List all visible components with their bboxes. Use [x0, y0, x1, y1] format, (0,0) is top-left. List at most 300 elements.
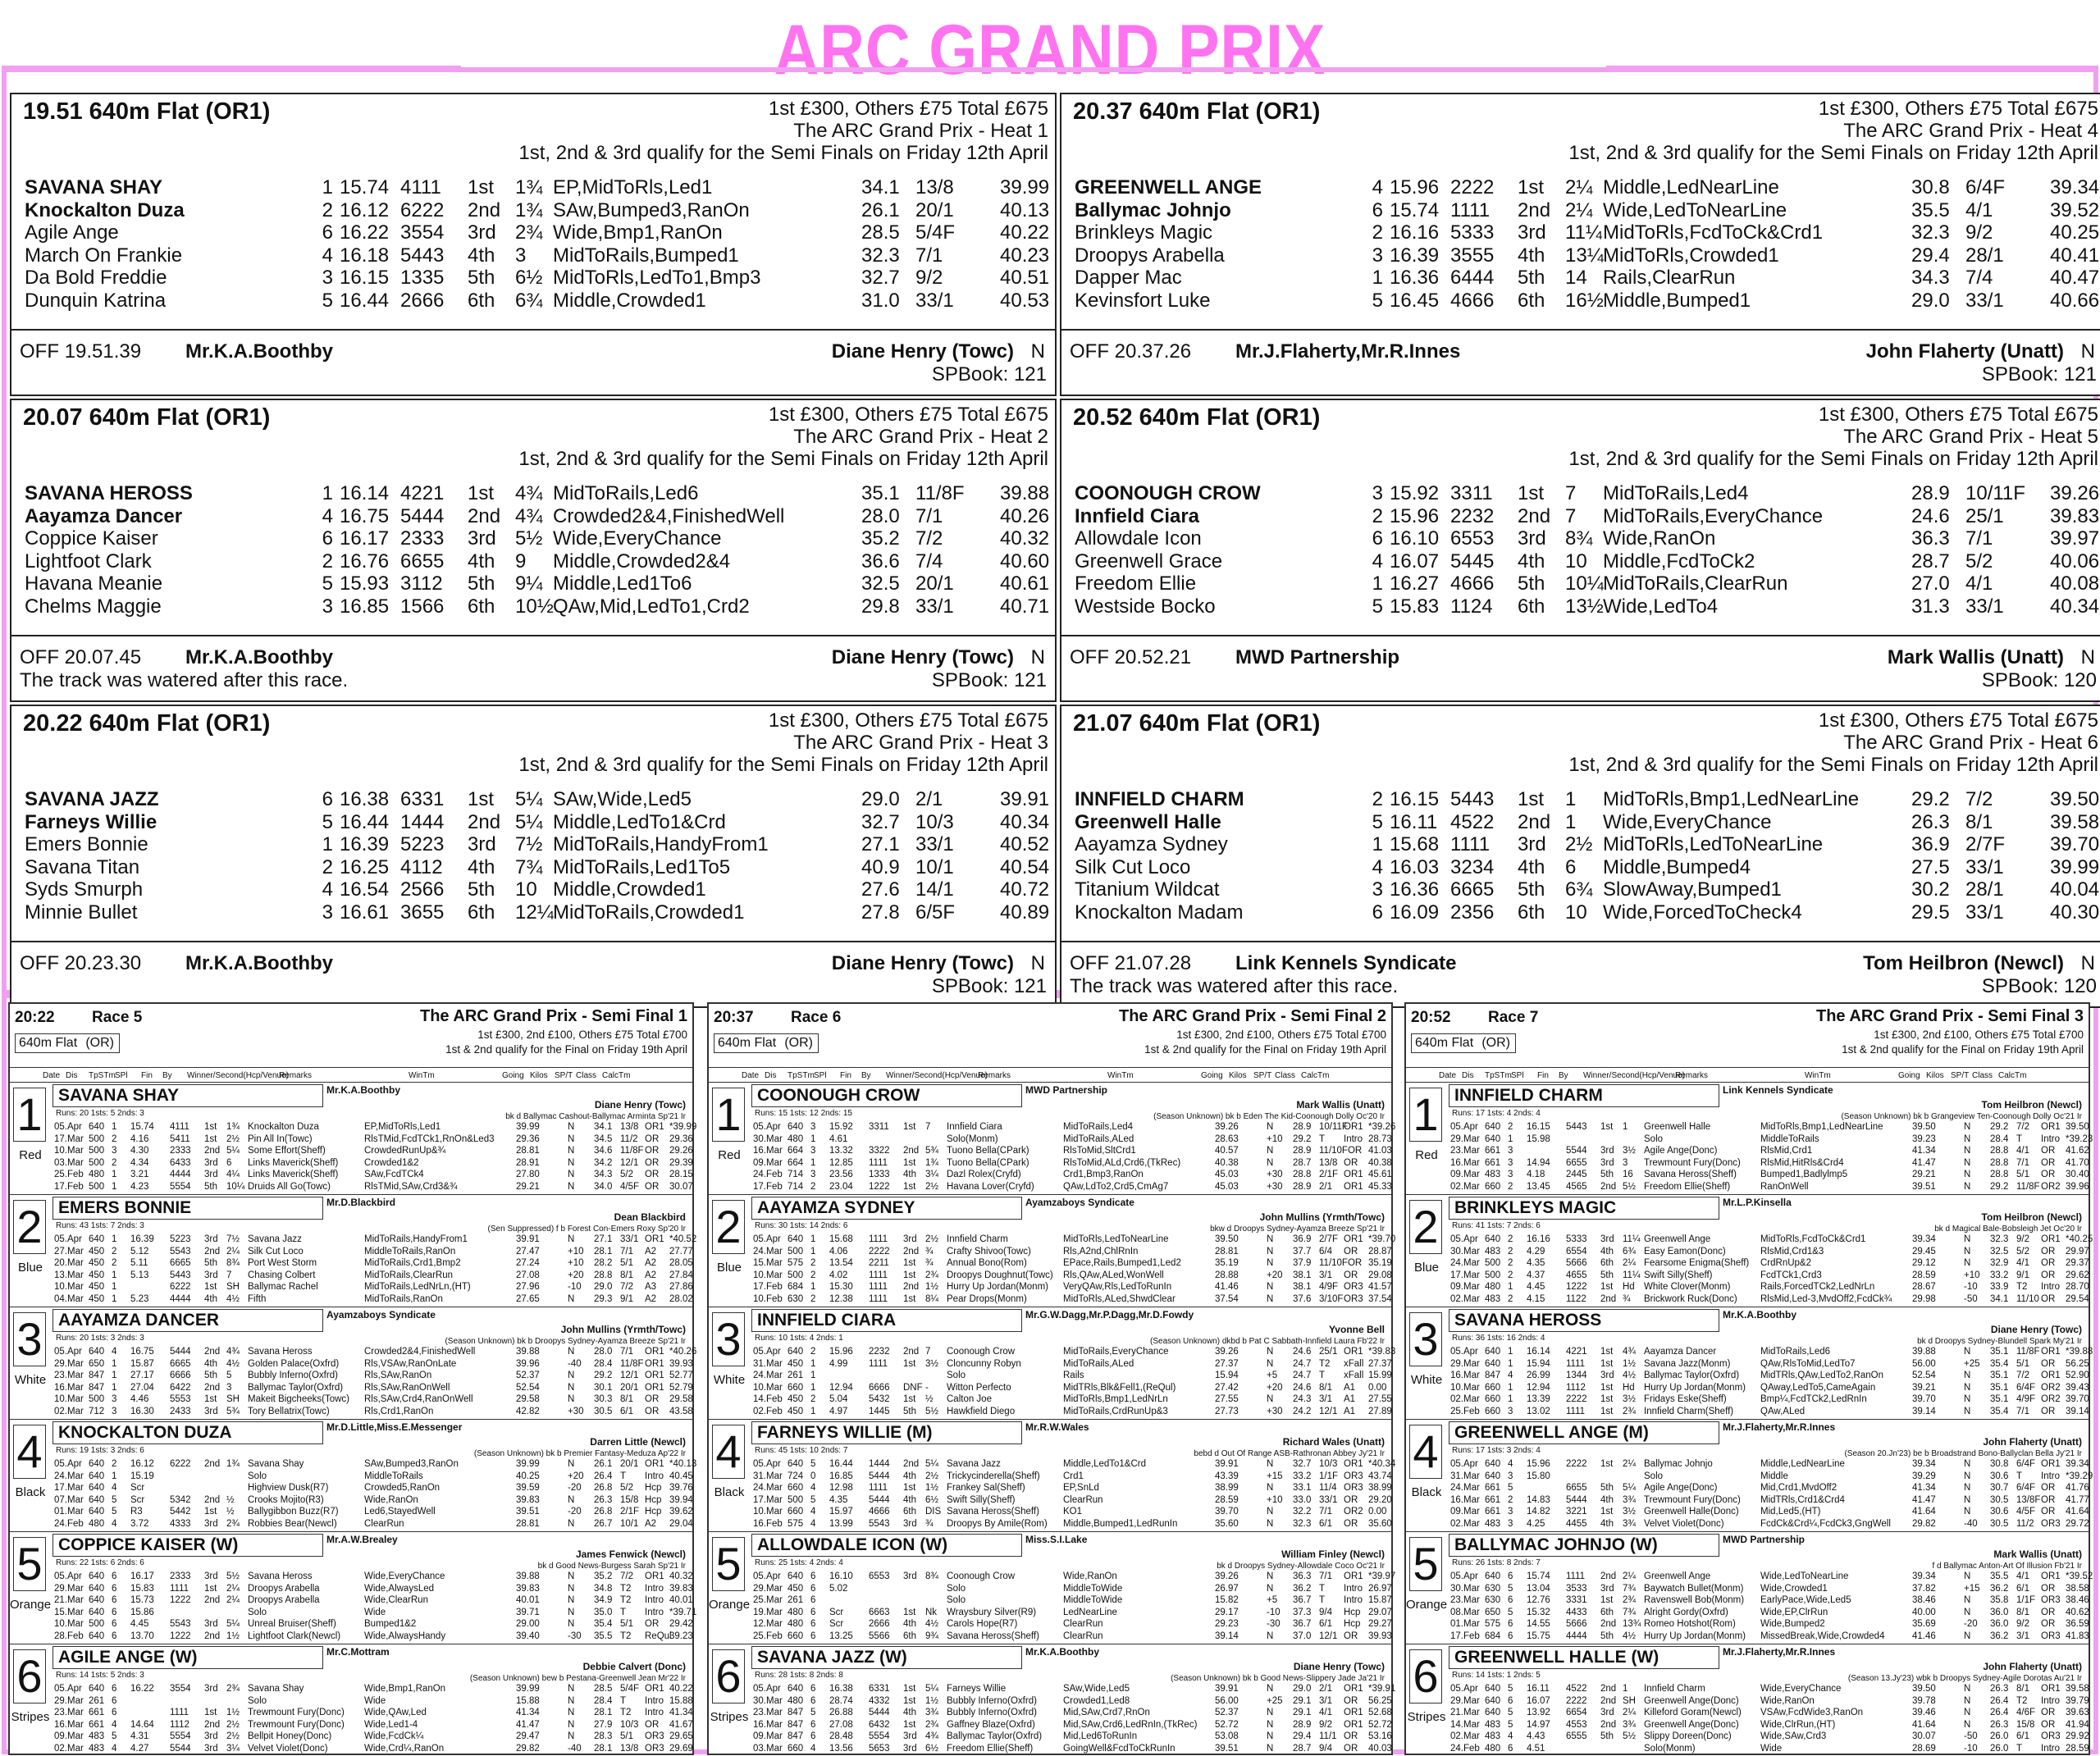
form-cell: 1 [112, 1293, 117, 1304]
form-cell: 24.Feb [753, 1170, 783, 1179]
form-cell: 16 [1623, 1170, 1633, 1179]
form-cell: Wide,LedToNearLine [1760, 1571, 1849, 1581]
form-cell: 45.03 [1215, 1181, 1239, 1192]
form-cell: *39.71 [669, 1607, 697, 1617]
form-cell: 13.39 [1527, 1394, 1550, 1404]
form-lines [52, 1122, 697, 1193]
result-row [11, 833, 1055, 856]
form-cell: Hurry Up Jordan(Monm) [1644, 1382, 1746, 1393]
form-line [52, 1459, 697, 1471]
form-cell: 30.Mar [1450, 1246, 1480, 1257]
distance-beaten: 5½ [515, 527, 543, 550]
form-cell: Hurry Up Jordan(Monm) [1644, 1631, 1746, 1641]
runner-entry [1406, 1083, 2093, 1195]
form-line [52, 1684, 692, 1696]
form-cell: 28.59 [1912, 1270, 1936, 1280]
form-cell: 6 [1508, 1595, 1513, 1605]
form-cell: N [568, 1583, 575, 1594]
column-header: Going [1201, 1071, 1223, 1080]
sectional-time: 16.54 [340, 878, 390, 901]
form-cell: Robbies Bear(Newcl) [248, 1518, 337, 1529]
form-cell: 5¾ [925, 1146, 938, 1156]
form-cell: 41.03 [1368, 1146, 1392, 1156]
form-cell: N [1964, 1483, 1971, 1493]
form-cell: 2nd [903, 1459, 920, 1469]
form-cell: 2 [1508, 1270, 1513, 1280]
form-cell: OR1 [645, 1571, 664, 1581]
form-cell: -40 [568, 1358, 582, 1369]
form-cell: 4½ [226, 1358, 240, 1369]
form-cell: 6 [112, 1595, 117, 1605]
form-cell: 640 [1485, 1571, 1501, 1581]
form-cell: 02.Mar [1450, 1394, 1480, 1404]
form-cell: 1112 [1566, 1382, 1586, 1393]
form-cell: 24.6 [1293, 1347, 1312, 1357]
runner-stats: Runs: 22 1sts: 6 2nds: 6 [56, 1558, 144, 1567]
runner-name: BRINKLEYS MAGIC [1449, 1197, 1719, 1220]
form-cell: 500 [89, 1394, 105, 1404]
form-cell: OR [645, 1170, 660, 1179]
result-rows [1061, 176, 2100, 312]
form-cell: OR1 [645, 1459, 664, 1469]
form-cell: Greenwell Ange [1644, 1571, 1711, 1581]
form-cell: 6½ [925, 1494, 938, 1505]
sectional-positions: 4111 [400, 176, 441, 198]
form-line [751, 1347, 1396, 1359]
form-cell: OR2 [2041, 1382, 2061, 1393]
runner-name: Kevinsfort Luke [1075, 289, 1211, 312]
form-cell: 15/8 [2016, 1719, 2035, 1730]
form-cell: 2 [810, 1270, 816, 1280]
form-cell: 5.11 [130, 1258, 148, 1268]
form-cell: 5444 [869, 1708, 890, 1717]
trap-number: 6 [322, 527, 333, 550]
form-cell: T2 [2016, 1282, 2028, 1292]
form-cell: 14.97 [1527, 1719, 1550, 1730]
event-name: The ARC Grand Prix - Heat 2 [793, 426, 1048, 448]
runner-trainer: Debbie Calvert (Donc) [582, 1661, 686, 1672]
finish-position: 4th [1518, 550, 1545, 572]
runner-breeding: bkw d Droopys Sydney-Ayamza Breeze Sp'21 Ir [1210, 1225, 1385, 1234]
starting-price: 33/1 [915, 289, 954, 312]
form-cell: 1111 [1566, 1571, 1586, 1581]
form-cell: 4455 [1566, 1518, 1587, 1529]
trap-colour: Red [1415, 1148, 1438, 1162]
form-cell: 28.4 [594, 1695, 613, 1706]
form-cell: 3rd [204, 1270, 218, 1280]
form-cell: ½ [226, 1507, 235, 1517]
form-cell: 41.67 [669, 1719, 693, 1730]
form-cell: 29.3 [594, 1293, 613, 1304]
form-cell: N [1964, 1246, 1971, 1257]
weight: 32.7 [861, 267, 900, 289]
result-row [1061, 244, 2100, 267]
form-cell: OR1 [2041, 1459, 2061, 1469]
runner-breeding: bebd d Out Of Range ASB-Rathronan Abbey Jy'21 Ir [1194, 1449, 1385, 1458]
form-cell: 3rd [1600, 1371, 1614, 1380]
trap-box: 3 [1409, 1312, 1442, 1366]
calc-time: 40.04 [2050, 878, 2100, 901]
form-cell: 5 [226, 1371, 232, 1380]
form-cell: 3/1 [1319, 1270, 1332, 1280]
sectional-time: 16.03 [1390, 855, 1440, 878]
form-line [751, 1631, 1391, 1644]
form-cell: Bellpit Honey(Donc) [248, 1731, 332, 1741]
form-cell: 2½ [226, 1133, 240, 1144]
form-cell: 8/1 [620, 1270, 633, 1280]
result-row [1061, 572, 2100, 595]
form-cell: 05.Apr [1450, 1684, 1478, 1694]
form-cell: 5554 [869, 1731, 890, 1741]
race-remarks: Middle,Bumped4 [1603, 855, 1751, 878]
runner-name: FARNEYS WILLIE (M) [751, 1421, 1022, 1444]
form-cell: 39.50 [1912, 1122, 1936, 1132]
form-cell: 15.74 [130, 1122, 154, 1132]
form-cell: 4.35 [829, 1494, 848, 1505]
form-cell: 30.5 [1990, 1494, 2009, 1505]
runner-breeding: bk d Droopys Sydney-Allowdale Coco Oc'21 Ir [1217, 1562, 1385, 1571]
runner-trainer: Mark Wallis (Unatt) [1296, 1099, 1385, 1111]
form-cell: 7/1 [2016, 1157, 2029, 1168]
runner-breeding: (Season Unknown) bk b Droopys Sydney-Ayamza Breeze Sp'21 Ir [445, 1337, 686, 1346]
form-cell: 31.Mar [753, 1358, 783, 1369]
form-cell: Intro [1344, 1583, 1363, 1594]
form-cell: 4444 [1566, 1631, 1587, 1641]
starting-price: 7/2 [915, 527, 943, 550]
form-cell: 1st [903, 1181, 916, 1192]
form-cell: 1111 [869, 1358, 888, 1369]
form-cell: 640 [89, 1583, 105, 1594]
form-line [52, 1247, 692, 1259]
runner-entry [10, 1307, 697, 1420]
form-cell: Brickwork Ruck(Donc) [1644, 1293, 1737, 1304]
form-cell: MidToRls,Bmp1,LedNrLn [1063, 1394, 1168, 1404]
form-cell: 1111 [869, 1293, 888, 1304]
form-cell: 3 [1508, 1507, 1513, 1517]
runner-breeding: bk d Ballymac Cashout-Ballymac Arminta Sp'21 Ir [505, 1112, 686, 1121]
race-time: 20:37 [714, 1009, 754, 1026]
form-cell: Rails,ForcedTCk2,LedNrLn [1760, 1282, 1875, 1292]
form-cell: 35.1 [1990, 1347, 2009, 1357]
form-cell: 4522 [1566, 1684, 1587, 1694]
form-cell: 29.0 [1293, 1684, 1312, 1694]
form-cell: 35.5 [594, 1631, 613, 1641]
form-cell: 41.46 [1215, 1282, 1239, 1292]
form-cell: 12.Mar [753, 1619, 783, 1629]
runner-owner: Mr.J.Flaherty,Mr.R.Innes [1723, 1646, 1836, 1658]
trap-box: 2 [712, 1200, 745, 1254]
form-cell: 2¼ [226, 1595, 240, 1605]
distance-beaten: 9 [515, 550, 527, 572]
sectional-positions: 2666 [400, 289, 445, 312]
form-cell: 5¾ [226, 1406, 240, 1416]
form-cell: 1111 [869, 1483, 888, 1493]
trap-number: 4 [1372, 176, 1383, 198]
form-cell: 4th [903, 1619, 916, 1629]
form-cell: Innfield Ciara [947, 1122, 1002, 1132]
form-cell: 16.Feb [753, 1518, 783, 1529]
form-cell: 29.69 [669, 1743, 693, 1754]
runner-stats: Runs: 30 1sts: 14 2nds: 6 [755, 1221, 848, 1230]
form-cell: 40.62 [2066, 1607, 2089, 1617]
form-cell: CrdRnUp&2 [1760, 1258, 1811, 1268]
result-row [1061, 505, 2100, 528]
form-line [751, 1708, 1391, 1720]
weight: 27.0 [1911, 572, 1950, 595]
form-cell: 52.77 [669, 1371, 693, 1380]
form-line [1449, 1495, 2089, 1507]
form-cell: N [1267, 1122, 1274, 1132]
form-cell: 40.45 [669, 1471, 693, 1481]
trap-number: 5 [322, 810, 333, 833]
form-cell: 8¾ [925, 1571, 938, 1581]
form-line [751, 1282, 1391, 1294]
form-cell: 4444 [170, 1170, 191, 1179]
form-cell: 28.1 [594, 1708, 613, 1717]
runner-trainer: Dean Blackbird [614, 1211, 686, 1223]
form-cell: 8/1 [2016, 1607, 2029, 1617]
form-cell: 7/2 [2016, 1122, 2029, 1132]
form-cell: 35.19 [1368, 1258, 1392, 1268]
runner-breeding: bk d Magical Bale-Bobsleigh Jet Oc'20 Ir [1934, 1225, 2082, 1234]
runner-entry [10, 1532, 697, 1644]
form-cell: 27.65 [516, 1293, 540, 1304]
form-cell: 23.56 [829, 1170, 853, 1179]
form-cell: Innfield Charm [947, 1234, 1008, 1244]
form-cell: 10.Mar [753, 1382, 783, 1393]
prize-text: 1st £300, Others £75 Total £675 [1818, 709, 2098, 732]
form-cell: *39.99 [669, 1122, 697, 1132]
starting-price: 7/1 [1965, 527, 1993, 550]
form-cell: 4/9F [1319, 1282, 1339, 1292]
form-line [751, 1507, 1391, 1519]
runner-entry [709, 1195, 1396, 1307]
form-cell: 2 [1508, 1494, 1513, 1505]
form-line [1449, 1720, 2089, 1732]
form-cell: 13.54 [829, 1258, 853, 1268]
form-cell: 2nd [204, 1347, 221, 1357]
trap-number: 1 [322, 833, 333, 855]
finish-position: 3rd [1518, 221, 1546, 244]
form-cell: Rails [1063, 1371, 1084, 1380]
sectional-time: 16.17 [340, 527, 390, 550]
form-cell: 6222 [170, 1282, 191, 1292]
form-cell: 29.2 [1990, 1181, 2009, 1192]
calc-time: 40.08 [2050, 572, 2100, 595]
form-cell: 3½ [1623, 1394, 1636, 1404]
form-cell: 7½ [226, 1234, 240, 1244]
form-cell: 41.64 [1912, 1507, 1936, 1517]
form-cell: OR3 [645, 1731, 664, 1741]
form-cell: OR1 [645, 1371, 664, 1380]
form-cell: 4/6F [2016, 1708, 2036, 1717]
sectional-positions: 2232 [1450, 504, 1495, 527]
form-cell: 28.Feb [54, 1631, 84, 1641]
form-line [52, 1371, 692, 1383]
race-remarks: MidToRls,FcdToCk&Crd1 [1603, 221, 1824, 244]
form-cell: 4.35 [1527, 1258, 1545, 1268]
race-remarks: Wide,Bmp1,RanOn [553, 221, 723, 244]
form-cell: 5.04 [829, 1394, 848, 1404]
form-cell: OR [1344, 1518, 1358, 1529]
form-cell: 4th [204, 1358, 217, 1369]
form-line [1449, 1631, 2089, 1644]
form-cell: 4 [810, 1507, 816, 1517]
form-cell: 29.04 [669, 1518, 693, 1529]
form-cell: 6 [112, 1631, 117, 1641]
form-line [751, 1696, 1391, 1708]
starting-price: 7/1 [915, 504, 943, 527]
finish-position: 4th [468, 550, 495, 572]
form-cell: 7 [925, 1122, 931, 1132]
racecard-header [1406, 1004, 2089, 1068]
form-cell: Golden Palace(Oxfrd) [248, 1358, 340, 1369]
sp-book: SPBook: 121 [931, 669, 1047, 691]
form-cell: N [568, 1157, 575, 1168]
form-line [1449, 1133, 2093, 1147]
result-row [1061, 527, 2100, 550]
form-cell: 16.39 [130, 1234, 154, 1244]
calc-time: 39.50 [2050, 788, 2100, 810]
form-cell: Greenwell Ange(Donc) [1644, 1719, 1739, 1730]
form-lines [1449, 1122, 2093, 1193]
trap-box: 6 [712, 1649, 745, 1704]
form-cell: 1 [112, 1471, 117, 1481]
form-cell: 6 [810, 1695, 816, 1706]
result-row [1061, 878, 2100, 901]
sectional-positions: 4112 [400, 855, 443, 878]
form-cell: 6/4F [2016, 1483, 2036, 1493]
form-cell: 6 [810, 1631, 816, 1641]
trap-colour: White [713, 1373, 746, 1387]
form-cell: 52.54 [1912, 1371, 1936, 1380]
form-cell: Middle,Bumped1,LedRunIn [1063, 1518, 1178, 1529]
form-cell: 661 [89, 1719, 105, 1730]
race-remarks: MidToRls,Bmp1,LedNearLine [1603, 788, 1860, 810]
form-cell: 640 [1485, 1347, 1501, 1357]
form-cell: 39.34 [1912, 1234, 1936, 1244]
form-cell: Unreal Bruiser(Sheff) [248, 1619, 336, 1629]
form-cell: 28.3 [594, 1731, 613, 1741]
form-cell: xFall [1344, 1358, 1364, 1369]
form-cell: 660 [788, 1507, 804, 1517]
starting-price: 8/1 [1965, 810, 1993, 833]
winning-owner: MWD Partnership [1235, 646, 1400, 668]
form-cell: 30.07 [1912, 1731, 1936, 1741]
form-cell: 3rd [204, 1743, 218, 1754]
form-cell: 5543 [170, 1619, 191, 1629]
sectional-time: 16.14 [340, 482, 390, 504]
off-time: OFF 20.07.45 [20, 646, 142, 668]
form-cell: 28.05 [669, 1258, 693, 1268]
form-cell: N [568, 1719, 575, 1730]
form-cell: 5543 [869, 1518, 890, 1529]
distance-beaten: 9¼ [515, 572, 543, 595]
form-cell: N [1964, 1382, 1971, 1393]
column-header: Winner/Second(Hcp/Venue) [1583, 1071, 1685, 1080]
race-time: 20:22 [15, 1009, 55, 1026]
form-cell: N [568, 1394, 575, 1404]
finish-position: 2nd [1518, 810, 1551, 833]
weight: 34.3 [1911, 267, 1950, 289]
form-cell: 6 [226, 1157, 232, 1168]
form-cell: 5/1 [620, 1258, 633, 1268]
starting-price: 28/1 [1965, 878, 2004, 901]
runner-owner: Mr.G.W.Dagg,Mr.P.Dagg,Mr.D.Fowdy [1025, 1309, 1194, 1320]
form-cell: 30.Mar [753, 1133, 783, 1144]
form-cell: 29.20 [1368, 1494, 1392, 1505]
form-cell: 5666 [1566, 1619, 1587, 1629]
form-cell: 1111 [1566, 1358, 1586, 1369]
form-cell: 41.83 [2066, 1631, 2089, 1641]
winning-trainer: Diane Henry (Towc) [831, 646, 1014, 668]
weight: 27.8 [861, 901, 900, 924]
form-cell: 38.99 [1368, 1483, 1392, 1493]
form-cell: Swift Silly(Sheff) [1644, 1270, 1713, 1280]
runner-name: Ballymac Johnjo [1075, 198, 1231, 221]
form-cell: 261 [89, 1695, 105, 1706]
weight: 32.3 [1911, 221, 1950, 244]
form-cell: 12/1 [620, 1157, 639, 1168]
form-cell: 640 [89, 1494, 105, 1505]
racecard-prize: 1st £300, 2nd £100, Others £75 Total £700 [1874, 1029, 2084, 1041]
form-cell: 14.55 [1527, 1619, 1550, 1629]
n-marker: N [2080, 646, 2095, 668]
form-cell: N [568, 1518, 575, 1529]
form-line [1449, 1483, 2089, 1495]
form-cell: 4½ [1623, 1371, 1636, 1380]
column-header: Kilos [1229, 1071, 1247, 1080]
form-cell: 6555 [1566, 1731, 1587, 1741]
form-cell: 38.46 [1912, 1595, 1936, 1605]
form-cell: 10.Feb [753, 1293, 783, 1304]
trap-number: 4 [322, 244, 333, 267]
form-cell: 4.97 [829, 1406, 848, 1416]
form-cell: 41.57 [1368, 1282, 1392, 1292]
trap-colour: Stripes [710, 1710, 749, 1724]
form-cell: 24.7 [1293, 1371, 1312, 1380]
form-cell: 660 [788, 1483, 804, 1493]
form-cell: VSAw,FcdWide3,RanOn [1760, 1708, 1864, 1717]
sectional-time: 16.76 [340, 550, 390, 572]
finish-position: 5th [468, 267, 495, 289]
runner-name: AGILE ANGE (W) [52, 1646, 323, 1669]
form-cell: 39.63 [2066, 1708, 2089, 1717]
form-cell: 6666 [869, 1382, 890, 1393]
form-cell: 2/1F [620, 1507, 640, 1517]
runner-entry [10, 1420, 697, 1532]
form-lines [52, 1684, 692, 1755]
form-cell: 1st [1600, 1382, 1614, 1393]
form-cell: N [1267, 1459, 1274, 1469]
runner-breeding: (Season 20.Jn'23) be b Broadstrand Bono-Ballyclan Bella Jy'21 Ir [1844, 1449, 2082, 1458]
form-cell: 5½ [226, 1571, 240, 1581]
form-cell: N [568, 1146, 575, 1156]
form-cell: N [568, 1607, 575, 1617]
result-footer [11, 635, 1055, 700]
form-cell: 39.70 [1912, 1394, 1936, 1404]
form-cell: 16.44 [829, 1459, 853, 1469]
form-cell: 11¼ [1623, 1270, 1641, 1280]
form-cell: 3/10F [1319, 1293, 1344, 1304]
trap-number: 1 [1372, 572, 1383, 595]
form-cell: ½ [925, 1394, 934, 1404]
result-row [11, 482, 1055, 505]
trap-colour: Orange [709, 1598, 751, 1612]
form-cell: 23.Mar [54, 1708, 84, 1717]
result-row [1061, 788, 2100, 811]
form-cell: 4 [112, 1518, 117, 1529]
